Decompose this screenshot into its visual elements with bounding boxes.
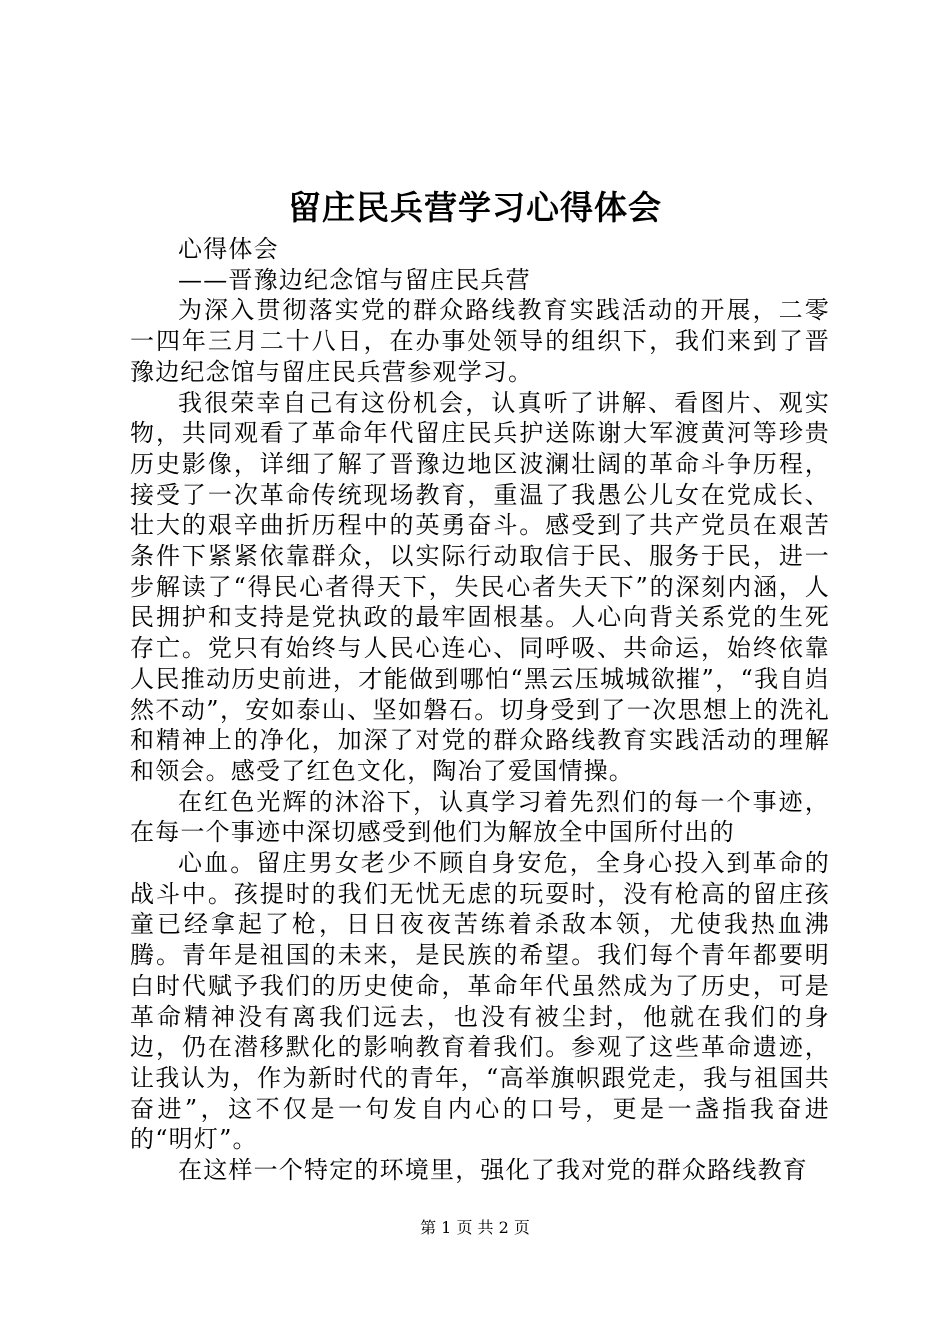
paragraph-2: 我很荣幸自己有这份机会，认真听了讲解、看图片、观实物，共同观看了革命年代留庄民兵护送陈谢大军渡黄河等珍贵历史影像，详细了解了晋豫边地区波澜壮阔的革命斗争历程，接受了一次革命传统现场教育，重温了我愚公儿女在党成长、壮大的艰辛曲折历程中的英勇奋斗。感受到了共产党员在艰苦条件下紧紧依靠群众，以实际行动取信于民、服务于民，进一步解读了“得民心者得天下，失民心者失天下”的深刻内涵，人民拥护和支持是党执政的最牢固根基。人心向背关系党的生死存亡。党只有始终与人民心连心、同呼吸、共命运，始终依靠人民推动历史前进，才能做到哪怕“黑云压城城欲摧”，“我自岿然不动”，安如泰山、坚如磐石。切身受到了一次思想上的洗礼和精神上的净化，加深了对党的群众路线教育实践活动的理解和领会。感受了红色文化，陶冶了爱国情操。 xyxy=(130,388,830,785)
paragraph-3: 在红色光辉的沐浴下，认真学习着先烈们的每一个事迹，在每一个事迹中深切感受到他们为解放全中国所付出的 xyxy=(130,787,830,847)
document-body xyxy=(130,234,830,1186)
document-title: 留庄民兵营学习心得体会 xyxy=(288,188,662,227)
paragraph-1: 为深入贯彻落实党的群众路线教育实践活动的开展，二零一四年三月二十八日，在办事处领导的组织下，我们来到了晋豫边纪念馆与留庄民兵营参观学习。 xyxy=(130,296,830,386)
paragraph-5: 在这样一个特定的环境里，强化了我对党的群众路线教育 xyxy=(178,1156,808,1185)
subtitle-line-2: ——晋豫边纪念馆与留庄民兵营 xyxy=(178,265,531,294)
paragraph-4: 心血。留庄男女老少不顾自身安危，全身心投入到革命的战斗中。孩提时的我们无忧无虑的玩耍时，没有枪高的留庄孩童已经拿起了枪，日日夜夜苦练着杀敌本领，尤使我热血沸腾。青年是祖国的未来，是民族的希望。我们每个青年都要明白时代赋予我们的历史使命，革命年代虽然成为了历史，可是革命精神没有离我们远去，也没有被尘封，他就在我们的身边，仍在潜移默化的影响教育着我们。参观了这些革命遗迹，让我认为，作为新时代的青年，“高举旗帜跟党走，我与祖国共奋进”，这不仅是一句发自内心的口号，更是一盏指我奋进的“明灯”。 xyxy=(130,849,830,1154)
page-footer: 第 1 页 共 2 页 xyxy=(420,1218,530,1237)
subtitle-line-1: 心得体会 xyxy=(178,235,279,263)
